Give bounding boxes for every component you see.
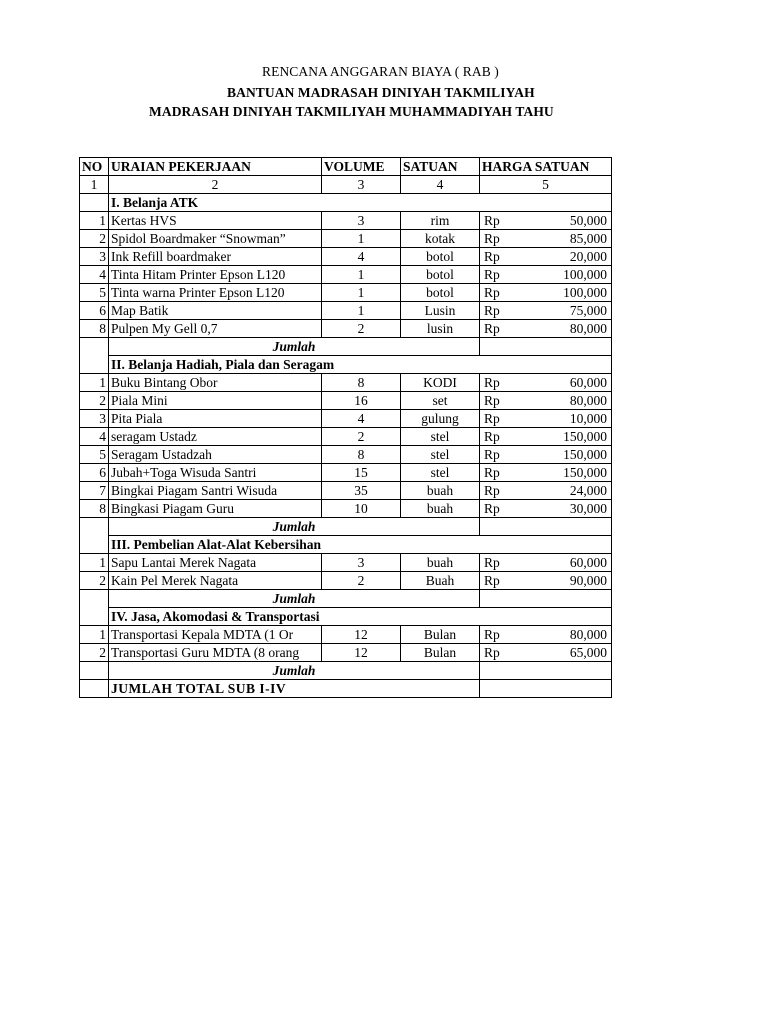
jumlah-value-cell <box>532 338 612 356</box>
item-currency: Rp <box>480 266 532 284</box>
item-satuan: lusin <box>401 320 480 338</box>
item-satuan: rim <box>401 212 480 230</box>
table-row <box>80 230 612 248</box>
item-no: 6 <box>80 302 109 320</box>
item-no: 2 <box>80 572 109 590</box>
item-no: 6 <box>80 464 109 482</box>
item-no: 4 <box>80 428 109 446</box>
item-volume: 4 <box>322 248 401 266</box>
item-volume: 1 <box>322 230 401 248</box>
section-title-row <box>80 356 612 374</box>
total-label: JUMLAH TOTAL SUB I-IV <box>109 680 480 698</box>
item-harga: 60,000 <box>532 554 612 572</box>
jumlah-label: Jumlah <box>109 662 480 680</box>
item-harga: 150,000 <box>532 464 612 482</box>
jumlah-label: Jumlah <box>109 590 480 608</box>
table-row <box>80 572 612 590</box>
jumlah-currency-cell <box>480 590 532 608</box>
item-volume: 1 <box>322 284 401 302</box>
jumlah-row <box>80 662 612 680</box>
item-harga: 80,000 <box>532 320 612 338</box>
item-uraian: Ink Refill boardmaker <box>109 248 322 266</box>
item-currency: Rp <box>480 374 532 392</box>
item-uraian: Pulpen My Gell 0,7 <box>109 320 322 338</box>
item-no: 1 <box>80 374 109 392</box>
item-harga: 80,000 <box>532 626 612 644</box>
item-satuan: Buah <box>401 572 480 590</box>
jumlah-row <box>80 590 612 608</box>
item-no: 8 <box>80 320 109 338</box>
item-no: 1 <box>80 626 109 644</box>
item-volume: 2 <box>322 320 401 338</box>
table-row <box>80 500 612 518</box>
item-no: 8 <box>80 500 109 518</box>
item-satuan: stel <box>401 464 480 482</box>
table-row <box>80 428 612 446</box>
table-row <box>80 446 612 464</box>
total-value-cell <box>532 680 612 698</box>
table-row <box>80 392 612 410</box>
item-currency: Rp <box>480 212 532 230</box>
table-row <box>80 302 612 320</box>
jumlah-currency-cell <box>480 338 532 356</box>
item-no: 3 <box>80 248 109 266</box>
item-volume: 8 <box>322 374 401 392</box>
section-title: IV. Jasa, Akomodasi & Transportasi <box>109 608 612 626</box>
item-satuan: set <box>401 392 480 410</box>
jumlah-no-cell <box>80 662 109 680</box>
jumlah-row <box>80 338 612 356</box>
colnum-2: 2 <box>109 176 322 194</box>
item-currency: Rp <box>480 320 532 338</box>
item-uraian: Kertas HVS <box>109 212 322 230</box>
item-satuan: Bulan <box>401 626 480 644</box>
item-harga: 80,000 <box>532 392 612 410</box>
item-satuan: buah <box>401 554 480 572</box>
item-volume: 8 <box>322 446 401 464</box>
item-satuan: stel <box>401 446 480 464</box>
item-uraian: Tinta Hitam Printer Epson L120 <box>109 266 322 284</box>
header-satuan: SATUAN <box>401 158 480 176</box>
item-currency: Rp <box>480 392 532 410</box>
item-harga: 150,000 <box>532 428 612 446</box>
jumlah-row <box>80 518 612 536</box>
item-uraian: Jubah+Toga Wisuda Santri <box>109 464 322 482</box>
item-volume: 3 <box>322 554 401 572</box>
header-harga-satuan: HARGA SATUAN <box>480 158 612 176</box>
item-satuan: KODI <box>401 374 480 392</box>
item-currency: Rp <box>480 464 532 482</box>
item-no: 7 <box>80 482 109 500</box>
item-currency: Rp <box>480 284 532 302</box>
item-no: 5 <box>80 284 109 302</box>
item-no: 2 <box>80 644 109 662</box>
item-volume: 4 <box>322 410 401 428</box>
jumlah-no-cell <box>80 590 109 608</box>
item-uraian: Sapu Lantai Merek Nagata <box>109 554 322 572</box>
table-row <box>80 554 612 572</box>
table-row <box>80 284 612 302</box>
item-satuan: botol <box>401 266 480 284</box>
item-harga: 75,000 <box>532 302 612 320</box>
jumlah-currency-cell <box>480 518 532 536</box>
item-volume: 12 <box>322 644 401 662</box>
colnum-3: 3 <box>322 176 401 194</box>
item-volume: 15 <box>322 464 401 482</box>
section-title-row <box>80 194 612 212</box>
item-harga: 10,000 <box>532 410 612 428</box>
item-harga: 24,000 <box>532 482 612 500</box>
item-satuan: Bulan <box>401 644 480 662</box>
table-row <box>80 320 612 338</box>
jumlah-label: Jumlah <box>109 518 480 536</box>
item-satuan: gulung <box>401 410 480 428</box>
total-no-cell <box>80 680 109 698</box>
header-no: NO <box>80 158 109 176</box>
item-currency: Rp <box>480 626 532 644</box>
item-currency: Rp <box>480 410 532 428</box>
item-harga: 150,000 <box>532 446 612 464</box>
jumlah-currency-cell <box>480 662 532 680</box>
table-row <box>80 482 612 500</box>
item-uraian: Kain Pel Merek Nagata <box>109 572 322 590</box>
item-currency: Rp <box>480 446 532 464</box>
item-harga: 90,000 <box>532 572 612 590</box>
item-uraian: Bingkasi Piagam Guru <box>109 500 322 518</box>
colnum-5: 5 <box>480 176 612 194</box>
item-currency: Rp <box>480 230 532 248</box>
item-harga: 65,000 <box>532 644 612 662</box>
column-number-row <box>80 176 612 194</box>
title-line-2: BANTUAN MADRASAH DINIYAH TAKMILIYAH <box>227 85 535 100</box>
item-harga: 20,000 <box>532 248 612 266</box>
item-satuan: botol <box>401 248 480 266</box>
item-uraian: Transportasi Guru MDTA (8 orang <box>109 644 322 662</box>
item-uraian: Piala Mini <box>109 392 322 410</box>
item-no: 2 <box>80 392 109 410</box>
item-volume: 35 <box>322 482 401 500</box>
item-currency: Rp <box>480 482 532 500</box>
item-harga: 50,000 <box>532 212 612 230</box>
colnum-4: 4 <box>401 176 480 194</box>
colnum-1: 1 <box>80 176 109 194</box>
table-row <box>80 266 612 284</box>
table-row <box>80 212 612 230</box>
header-uraian: URAIAN PEKERJAAN <box>109 158 322 176</box>
item-no: 5 <box>80 446 109 464</box>
table-header-row <box>80 158 612 176</box>
table-row <box>80 464 612 482</box>
item-volume: 2 <box>322 572 401 590</box>
jumlah-value-cell <box>532 590 612 608</box>
item-volume: 2 <box>322 428 401 446</box>
item-no: 2 <box>80 230 109 248</box>
item-uraian: seragam Ustadz <box>109 428 322 446</box>
item-uraian: Tinta warna Printer Epson L120 <box>109 284 322 302</box>
table-row <box>80 248 612 266</box>
item-currency: Rp <box>480 644 532 662</box>
item-uraian: Buku Bintang Obor <box>109 374 322 392</box>
item-harga: 100,000 <box>532 284 612 302</box>
header-volume: VOLUME <box>322 158 401 176</box>
item-uraian: Spidol Boardmaker “Snowman” <box>109 230 322 248</box>
item-harga: 85,000 <box>532 230 612 248</box>
jumlah-value-cell <box>532 662 612 680</box>
jumlah-label: Jumlah <box>109 338 480 356</box>
item-uraian: Seragam Ustadzah <box>109 446 322 464</box>
item-harga: 60,000 <box>532 374 612 392</box>
table-row <box>80 374 612 392</box>
item-satuan: buah <box>401 482 480 500</box>
item-harga: 30,000 <box>532 500 612 518</box>
total-row <box>80 680 612 698</box>
title-line-1: RENCANA ANGGARAN BIAYA ( RAB ) <box>262 64 499 79</box>
item-volume: 1 <box>322 302 401 320</box>
section-no-cell <box>80 608 109 626</box>
item-currency: Rp <box>480 500 532 518</box>
title-line-3: MADRASAH DINIYAH TAKMILIYAH MUHAMMADIYAH TAHU <box>149 104 554 119</box>
jumlah-no-cell <box>80 518 109 536</box>
section-title-row <box>80 536 612 554</box>
item-satuan: Lusin <box>401 302 480 320</box>
item-satuan: stel <box>401 428 480 446</box>
item-uraian: Bingkai Piagam Santri Wisuda <box>109 482 322 500</box>
table-row <box>80 626 612 644</box>
item-satuan: buah <box>401 500 480 518</box>
section-title-row <box>80 608 612 626</box>
item-currency: Rp <box>480 572 532 590</box>
item-uraian: Map Batik <box>109 302 322 320</box>
item-currency: Rp <box>480 428 532 446</box>
item-uraian: Pita Piala <box>109 410 322 428</box>
section-no-cell <box>80 536 109 554</box>
section-title: III. Pembelian Alat-Alat Kebersihan <box>109 536 612 554</box>
section-title: II. Belanja Hadiah, Piala dan Seragam <box>109 356 612 374</box>
item-uraian: Transportasi Kepala MDTA (1 Or <box>109 626 322 644</box>
item-satuan: botol <box>401 284 480 302</box>
item-volume: 1 <box>322 266 401 284</box>
item-currency: Rp <box>480 554 532 572</box>
item-satuan: kotak <box>401 230 480 248</box>
total-currency-cell <box>480 680 532 698</box>
section-no-cell <box>80 356 109 374</box>
item-no: 1 <box>80 554 109 572</box>
item-currency: Rp <box>480 248 532 266</box>
item-volume: 3 <box>322 212 401 230</box>
table-row <box>80 644 612 662</box>
item-volume: 10 <box>322 500 401 518</box>
jumlah-no-cell <box>80 338 109 356</box>
section-title: I. Belanja ATK <box>109 194 612 212</box>
item-volume: 16 <box>322 392 401 410</box>
item-harga: 100,000 <box>532 266 612 284</box>
item-no: 4 <box>80 266 109 284</box>
jumlah-value-cell <box>532 518 612 536</box>
budget-table <box>79 157 612 698</box>
item-currency: Rp <box>480 302 532 320</box>
table-row <box>80 410 612 428</box>
section-no-cell <box>80 194 109 212</box>
item-no: 3 <box>80 410 109 428</box>
item-no: 1 <box>80 212 109 230</box>
item-volume: 12 <box>322 626 401 644</box>
